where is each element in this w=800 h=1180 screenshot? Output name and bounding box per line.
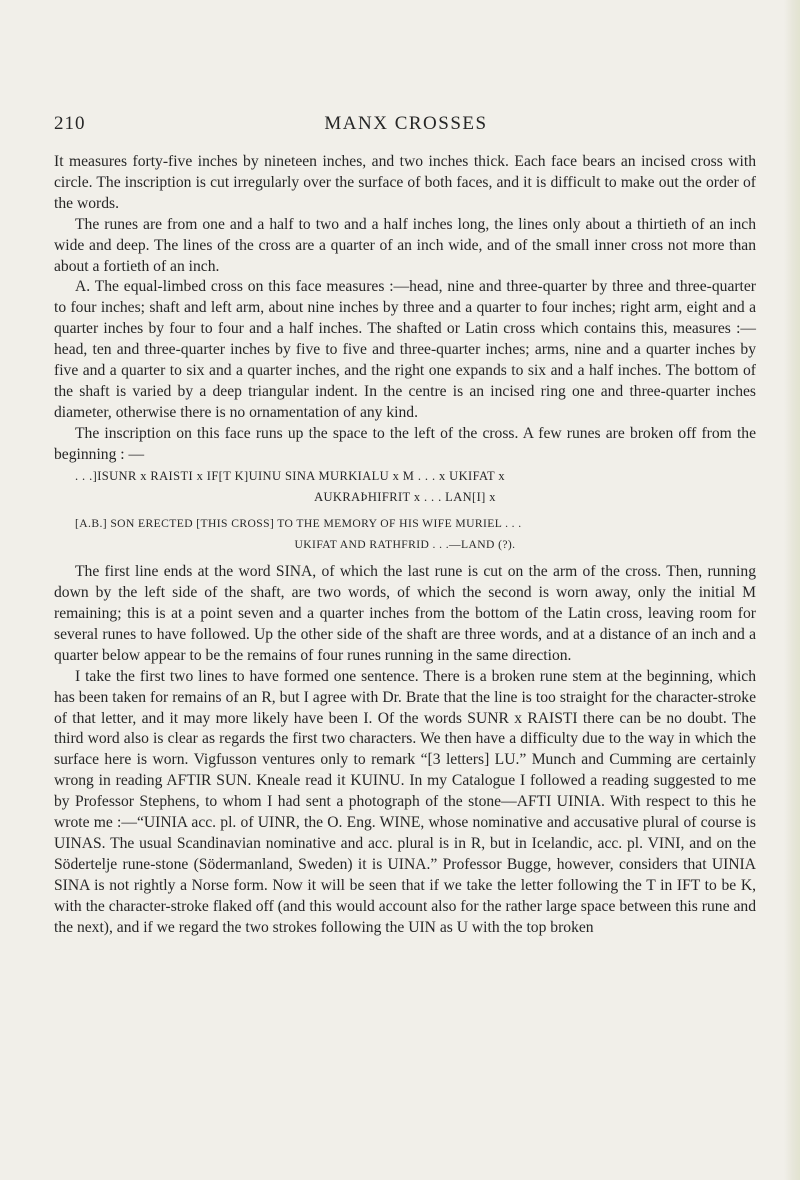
translation-line-2: UKIFAT AND RATHFRID . . .—LAND (?).	[294, 538, 516, 552]
inscription-line-2: AUKRAÞHIFRIT x . . . LAN[I] x	[314, 489, 496, 504]
translation-line-1: [A.B.] SON ERECTED [THIS CROSS] TO THE MEMORY OF HIS WIFE MURIEL . . .	[75, 517, 522, 531]
paragraph-runes: The runes are from one and a half to two and a half inches long, the lines only about a thirtieth of an inch wide and deep. The lines of the cross are a quarter of an inch wide, and of the small inner cross not more than about a fortieth of an inch.	[54, 215, 756, 275]
page-header	[54, 113, 758, 137]
paragraph-dimensions: It measures forty-five inches by nineteen inches, and two inches thick. Each face bears an incised cross with circle. The inscription is cut irregularly over the surface of both faces, and it is difficult to make out the order of the words.	[54, 153, 756, 212]
paragraph-reading-discussion: I take the first two lines to have formed one sentence. There is a broken rune stem at the beginning, which has been taken for remains of an R, but I agree with Dr. Brate that the line is too straight for the character-stroke of that letter, and it may more likely have been I. Of the words SUNR x RAISTI there can be no doubt. The third word also is clear as regards the first two characters. We then have a difficulty due to the way in which the surface here is worn. Vigfusson ventures only to remark “[3 letters] LU.” Munch and Cumming are certainly wrong in reading AFTIR SUN. Kneale read it KUINU. In my Catalogue I followed a reading suggested to me by Professor Stephens, to whom I had sent a photograph of the stone—AFTI UINIA. With respect to this he wrote me :—“UINIA acc. pl. of UINR, the O. Eng. WINE, whose nominative and accusative plural of course is UINAS. The usual Scandinavian nominative and acc. plural is in R, but in Icelandic, acc. pl. VINI, and on the Södertelje rune-stone (Södermanland, Sweden) it is UINA.” Professor Bugge, however, considers that UINIA SINA is not rightly a Norse form. Now it will be seen that if we take the letter following the T in IFT to be K, with the character-stroke flaked off (and this would account also for the rather large space between this rune and the next), and if we regard the two strokes following the UIN as U with the top broken	[54, 667, 756, 936]
running-title: MANX CROSSES	[324, 113, 488, 134]
inscription-block	[54, 466, 756, 557]
inscription-line-1: . . .]ISUNR x RAISTI x IF[T K]UINU SINA MURKIALU x M . . . x UKIFAT x	[75, 468, 506, 483]
paragraph-inscription-intro: The inscription on this face runs up the space to the left of the cross. A few runes are broken off from the beginning : —	[54, 424, 756, 463]
page-edge-shadow	[784, 0, 800, 1180]
page-number: 210	[54, 113, 86, 134]
paragraph-face-a: A. The equal-limbed cross on this face measures :—head, nine and three-quarter by three and three-quarter to four inches; shaft and left arm, about nine inches by three and a quarter to four inches; right arm, eight and a quarter inches by four to four and a half inches. The shafted or Latin cross which contains this, measures :—head, ten and three-quarter inches by five to five and three-quarter inches; arms, nine and a quarter inches by five and a quarter to six and a quarter inches, and the right one expands to six and a half inches. The bottom of the shaft is varied by a deep triangular indent. In the centre is an incised ring one and three-quarter inches diameter, otherwise there is no ornamentation of any kind.	[54, 278, 756, 421]
main-text	[54, 152, 756, 939]
paragraph-first-line: The first line ends at the word SINA, of which the last rune is cut on the arm of the cross. Then, running down by the left side of the shaft, are two words, of which the second is worn away, only the initial M remaining; this is at a point seven and a quarter inches from the bottom of the Latin cross, leaving room for several runes to have followed. Up the other side of the shaft are three words, and at a distance of an inch and a quarter below appear to be the remains of four runes running in the same direction.	[54, 563, 756, 664]
